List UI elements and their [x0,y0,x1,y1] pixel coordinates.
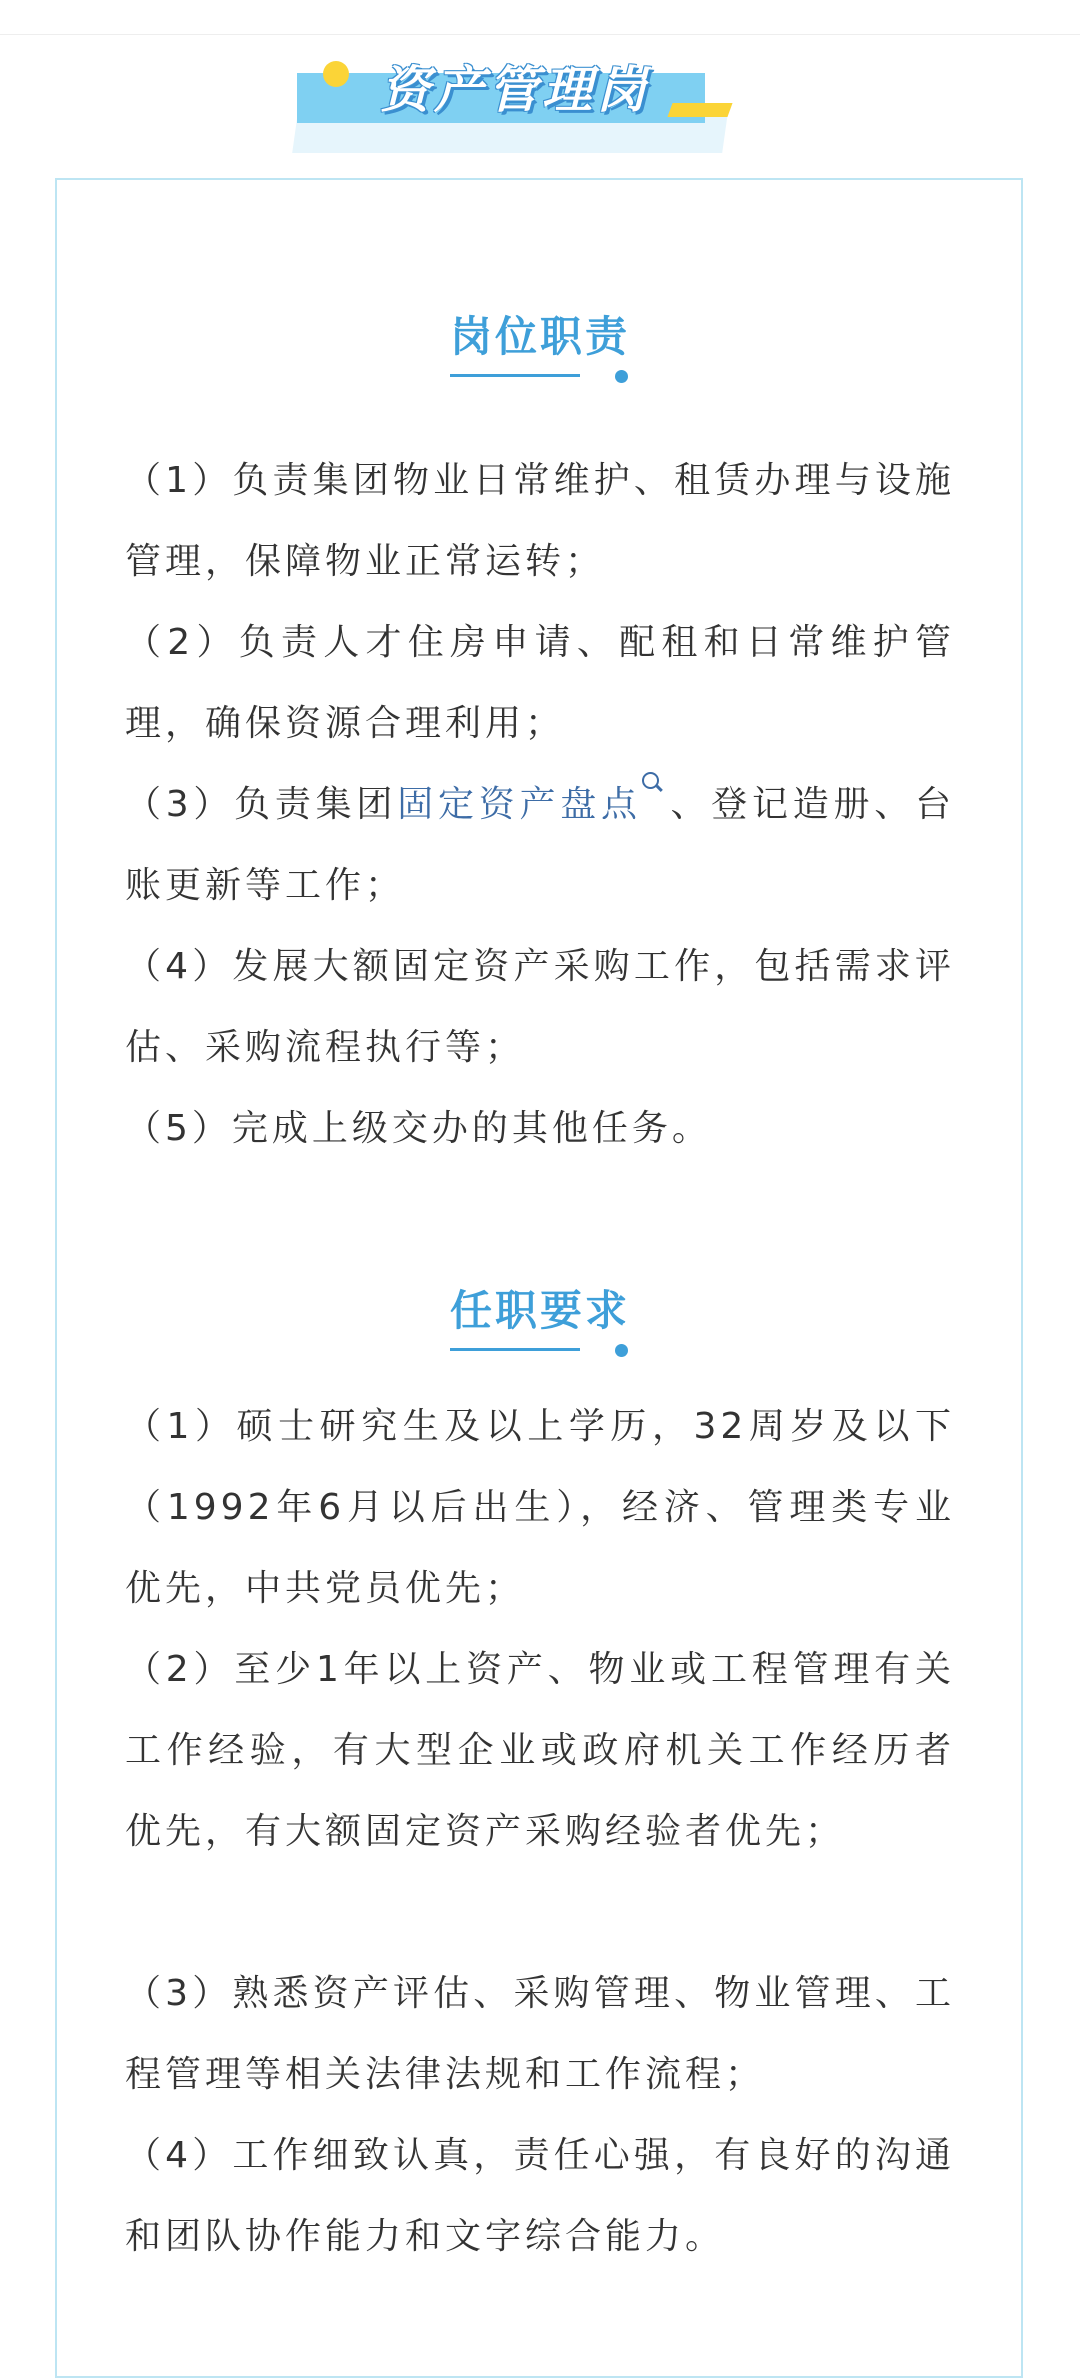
duty-item-5: （5）完成上级交办的其他任务。 [125,1108,712,1149]
requirements-heading-text: 任职要求 [449,1286,630,1335]
duty-item-2: （2）负责人才住房申请、配租和日常维护管理，确保资源合理利用； [125,622,955,744]
requirement-item-3: （3）熟悉资产评估、采购管理、物业管理、工程管理等相关法律法规和工作流程； [125,1973,955,2095]
page-title: 资产管理岗 [380,61,650,119]
title-banner [295,55,745,155]
duty-item-3-suffix: 、登记造册、台账更新等工作； [125,784,955,906]
duties-heading-text: 岗位职责 [449,312,630,361]
duties-heading-dot [615,370,628,383]
banner-yellow-dot [323,61,349,87]
requirements-heading-underline [450,1348,580,1351]
requirements-heading [0,1278,1080,1338]
duty-item-1: （1）负责集团物业日常维护、租赁办理与设施管理，保障物业正常运转； [125,460,955,582]
top-divider [0,0,1080,35]
fixed-asset-inventory-link[interactable]: 固定资产盘点 [397,784,642,825]
requirement-item-2: （2）至少1年以上资产、物业或工程管理有关工作经验，有大型企业或政府机关工作经历者优先，有大额固定资产采购经验者优先； [125,1649,955,1852]
requirements-heading-dot [615,1344,628,1357]
duties-heading-underline [450,374,580,377]
search-icon[interactable] [642,772,664,794]
requirement-item-4: （4）工作细致认真，责任心强，有良好的沟通和团队协作能力和文字综合能力。 [125,2135,955,2257]
duty-item-3-prefix: （3）负责集团 [125,784,398,825]
duties-heading [0,304,1080,364]
banner-yellow-bar [667,103,732,117]
requirement-item-1: （1）硕士研究生及以上学历，32周岁及以下（1992年6月以后出生），经济、管理类专业优先，中共党员优先； [125,1406,955,1609]
duty-item-4: （4）发展大额固定资产采购工作，包括需求评估、采购流程执行等； [125,946,955,1068]
duty-item-3 [125,764,955,926]
